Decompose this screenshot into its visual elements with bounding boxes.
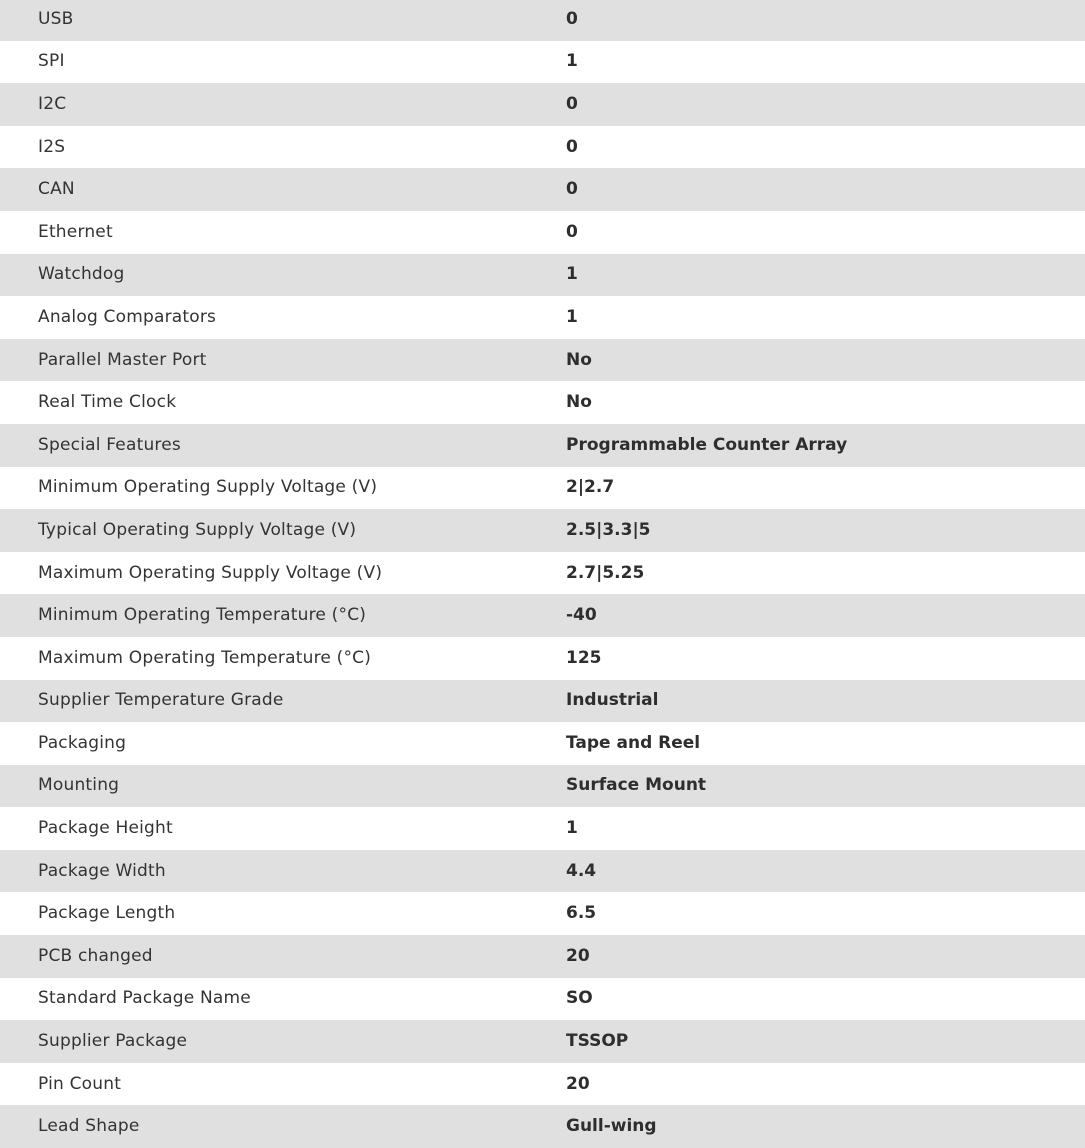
spec-value: 0 [566, 136, 578, 157]
spec-value: 0 [566, 221, 578, 242]
spec-label: Supplier Temperature Grade [38, 690, 284, 711]
spec-label: Minimum Operating Supply Voltage (V) [38, 477, 378, 498]
table-row [0, 339, 1085, 382]
table-row [0, 722, 1085, 765]
table-row [0, 1020, 1085, 1063]
spec-label: I2S [38, 136, 66, 157]
spec-value: SO [566, 988, 593, 1009]
spec-label: Package Length [38, 903, 176, 924]
table-row [0, 467, 1085, 510]
spec-value: Surface Mount [566, 775, 707, 796]
table-row [0, 1063, 1085, 1106]
spec-value: 1 [566, 264, 578, 285]
spec-label: CAN [38, 179, 75, 200]
table-row [0, 637, 1085, 680]
table-row [0, 0, 1085, 41]
spec-label: Watchdog [38, 264, 125, 285]
spec-value: 125 [566, 647, 602, 668]
spec-label: SPI [38, 51, 65, 72]
table-row [0, 765, 1085, 808]
spec-value: TSSOP [566, 1031, 629, 1052]
table-row [0, 807, 1085, 850]
table-row [0, 680, 1085, 723]
spec-value: 2.7|5.25 [566, 562, 645, 583]
table-row [0, 552, 1085, 595]
spec-label: Pin Count [38, 1073, 122, 1094]
spec-value: 0 [566, 8, 578, 29]
spec-label: Packaging [38, 732, 127, 753]
table-row [0, 126, 1085, 169]
table-row [0, 594, 1085, 637]
spec-label: PCB changed [38, 945, 153, 966]
table-row [0, 168, 1085, 211]
spec-label: Ethernet [38, 221, 113, 242]
spec-label: USB [38, 8, 74, 29]
spec-value: No [566, 392, 592, 413]
spec-value: 1 [566, 306, 578, 327]
spec-value: 0 [566, 93, 578, 114]
table-row [0, 978, 1085, 1021]
spec-value: 1 [566, 818, 578, 839]
spec-label: Maximum Operating Temperature (°C) [38, 647, 372, 668]
spec-label: Lead Shape [38, 1116, 140, 1137]
spec-label: Special Features [38, 434, 181, 455]
spec-value: 20 [566, 945, 590, 966]
spec-value: No [566, 349, 592, 370]
spec-value: 2|2.7 [566, 477, 615, 498]
table-row [0, 254, 1085, 297]
spec-label: Mounting [38, 775, 120, 796]
spec-label: Supplier Package [38, 1031, 188, 1052]
spec-value: 0 [566, 179, 578, 200]
spec-label: Minimum Operating Temperature (°C) [38, 605, 367, 626]
table-row [0, 935, 1085, 978]
spec-value: -40 [566, 605, 597, 626]
spec-value: 1 [566, 51, 578, 72]
table-row [0, 1105, 1085, 1148]
spec-value: Gull-wing [566, 1116, 657, 1137]
spec-label: Real Time Clock [38, 392, 177, 413]
spec-value: 4.4 [566, 860, 597, 881]
table-row [0, 296, 1085, 339]
spec-value: Tape and Reel [566, 732, 701, 753]
spec-label: Package Height [38, 818, 173, 839]
spec-label: Package Width [38, 860, 166, 881]
table-row [0, 509, 1085, 552]
table-row [0, 41, 1085, 84]
spec-value: 6.5 [566, 903, 597, 924]
table-row [0, 381, 1085, 424]
spec-label: Maximum Operating Supply Voltage (V) [38, 562, 383, 583]
spec-value: 20 [566, 1073, 590, 1094]
spec-label: Typical Operating Supply Voltage (V) [38, 519, 357, 540]
spec-label: I2C [38, 93, 67, 114]
table-row [0, 892, 1085, 935]
spec-label: Parallel Master Port [38, 349, 207, 370]
spec-label: Standard Package Name [38, 988, 251, 1009]
table-row [0, 83, 1085, 126]
table-row [0, 424, 1085, 467]
spec-value: Industrial [566, 690, 659, 711]
table-row [0, 850, 1085, 893]
spec-value: Programmable Counter Array [566, 434, 848, 455]
table-row [0, 211, 1085, 254]
spec-value: 2.5|3.3|5 [566, 519, 651, 540]
spec-label: Analog Comparators [38, 306, 217, 327]
